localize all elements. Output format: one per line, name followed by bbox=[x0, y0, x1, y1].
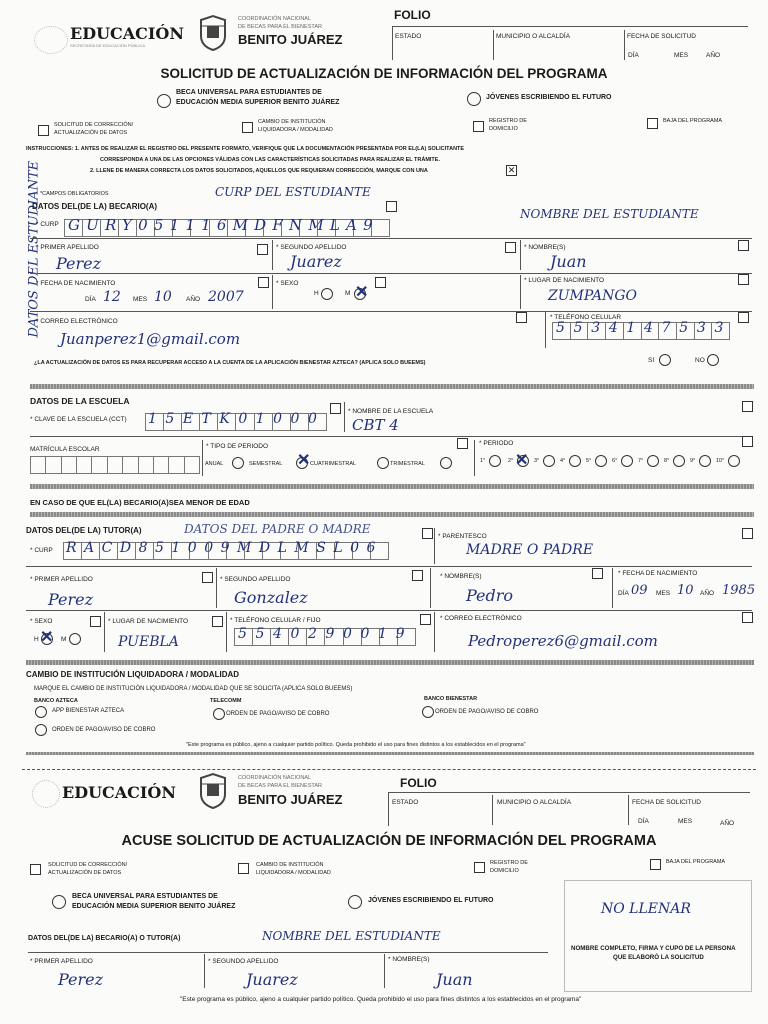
correccion-checkbox[interactable] bbox=[38, 125, 49, 136]
becario-section-title: DATOS DEL(DE LA) BECARIO(A) bbox=[32, 202, 158, 211]
tutor-primer-apellido-label: * PRIMER APELLIDO bbox=[30, 576, 93, 583]
acuse-cambio-line2: LIQUIDADORA / MODALIDAD bbox=[256, 870, 331, 876]
cambio-line2: LIQUIDADORA / MODALIDAD bbox=[258, 127, 333, 133]
page-title: SOLICITUD DE ACTUALIZACIÓN DE INFORMACIÓN DEL PROGRAMA bbox=[160, 66, 608, 81]
tutor-mes-label: MES bbox=[656, 590, 671, 597]
estado-label-acuse: ESTADO bbox=[392, 799, 419, 806]
acuse-correccion-checkbox[interactable] bbox=[30, 864, 41, 875]
escuela-section-title: DATOS DE LA ESCUELA bbox=[30, 396, 130, 406]
telefono-checkbox[interactable] bbox=[738, 312, 749, 323]
banco-azteca-label: BANCO AZTECA bbox=[34, 698, 78, 704]
cct-value[interactable]: 15ETK01000 bbox=[148, 411, 326, 427]
app-bienestar-label: APP BIENESTAR AZTECA bbox=[52, 708, 125, 714]
semestral-mark: ✕ bbox=[297, 452, 311, 469]
recuperar-acceso-question: ¿LA ACTUALIZACIÓN DE DATOS ES PARA RECUPERAR ACCESO A LA CUENTA DE LA APLICACIÓN BIENESTAR AZTECA? (APLICA SOLO BUEEMS) bbox=[34, 360, 426, 366]
tutor-primer-apellido-value[interactable]: Perez bbox=[48, 590, 94, 609]
cut-line bbox=[22, 769, 756, 770]
fecha-mes-label-acuse: MES bbox=[678, 818, 693, 825]
periodo-8: 8° bbox=[664, 458, 670, 464]
cambio-section-title: CAMBIO DE INSTITUCIÓN LIQUIDADORA / MODALIDAD bbox=[26, 670, 240, 679]
correo-checkbox[interactable] bbox=[516, 312, 527, 323]
segundo-apellido-checkbox[interactable] bbox=[505, 242, 516, 253]
tutor-sexo-m-label: M bbox=[61, 636, 67, 643]
acuse-correccion-line1: SOLICITUD DE CORRECCIÓN/ bbox=[48, 862, 128, 868]
sexo-h-radio[interactable] bbox=[321, 288, 333, 300]
matricula-label: MATRÍCULA ESCOLAR bbox=[30, 446, 100, 453]
registro-checkbox[interactable] bbox=[473, 121, 484, 132]
tutor-section-title: DATOS DEL(DE LA) TUTOR(A) bbox=[26, 526, 142, 535]
educacion-brand: EDUCACIÓN bbox=[70, 24, 184, 43]
becario-section-checkbox[interactable] bbox=[386, 201, 397, 212]
instructions-line3: 2. LLENE DE MANERA CORRECTA LOS DATOS SOLICITADOS, AQUELLOS QUE REQUIERAN CORRECCIÓN, MARQUE CON UNA bbox=[90, 168, 428, 174]
nombre-label: * NOMBRE(S) bbox=[524, 244, 566, 251]
tutor-correo-checkbox[interactable] bbox=[742, 612, 753, 623]
registro-line2: DOMICILIO bbox=[489, 126, 518, 132]
coordinacion-line2: DE BECAS PARA EL BIENESTAR bbox=[238, 24, 322, 30]
tutor-anio-label: AÑO bbox=[700, 590, 715, 597]
tutor-correo-label: * CORREO ELECTRÓNICO bbox=[440, 615, 522, 622]
lugar-value[interactable]: ZUMPANGO bbox=[548, 288, 638, 304]
menor-de-edad-title: EN CASO DE QUE EL(LA) BECARIO(A)SEA MENOR DE EDAD bbox=[30, 498, 250, 507]
sexo-m-label: M bbox=[345, 290, 351, 297]
no-llenar-annotation: NO LLENAR bbox=[601, 901, 691, 917]
tutor-telefono-checkbox[interactable] bbox=[420, 614, 431, 625]
acuse-beca-line1: BECA UNIVERSAL PARA ESTUDIANTES DE bbox=[72, 893, 218, 900]
educacion-brand-acuse: EDUCACIÓN bbox=[62, 783, 176, 802]
folio-label: FOLIO bbox=[394, 8, 431, 22]
instructions-line2: CORRESPONDA A UNA DE LAS OPCIONES VÁLIDAS CON LAS CARACTERÍSTICAS SOLICITADAS PARA REALIZAR EL TRÁMITE. bbox=[100, 157, 440, 163]
tutor-lugar-checkbox[interactable] bbox=[212, 616, 223, 627]
section-divider bbox=[26, 752, 754, 755]
baja-label: BAJA DEL PROGRAMA bbox=[663, 118, 723, 124]
sexo-label: * SEXO bbox=[276, 280, 299, 287]
app-bienestar-radio[interactable] bbox=[35, 706, 47, 718]
tutor-correo-value[interactable]: Pedroperez6@gmail.com bbox=[468, 632, 658, 650]
shield-icon bbox=[198, 14, 228, 52]
tipo-anual: ANUAL bbox=[205, 461, 224, 467]
escuela-nombre-checkbox[interactable] bbox=[742, 401, 753, 412]
periodo-checkbox[interactable] bbox=[742, 436, 753, 447]
section-divider bbox=[26, 660, 754, 665]
periodo-10: 10° bbox=[716, 458, 725, 464]
parentesco-value[interactable]: MADRE O PADRE bbox=[466, 542, 594, 558]
telefono-label: * TELÉFONO CELULAR bbox=[550, 314, 622, 321]
cuatrimestral-radio[interactable] bbox=[377, 457, 389, 469]
correccion-line2: ACTUALIZACIÓN DE DATOS bbox=[54, 130, 128, 136]
acuse-segundo-apellido-label: * SEGUNDO APELLIDO bbox=[208, 958, 279, 965]
fecha-solicitud-label-acuse: FECHA DE SOLICITUD bbox=[632, 799, 701, 806]
firma-label-1: NOMBRE COMPLETO, FIRMA Y CUPO DE LA PERSONA bbox=[571, 945, 736, 952]
registro-line1: REGISTRO DE bbox=[489, 118, 527, 124]
tutor-lugar-label: * LUGAR DE NACIMIENTO bbox=[108, 618, 189, 625]
tutor-nombre-value[interactable]: Pedro bbox=[466, 586, 514, 605]
firma-label-2: QUE ELABORÓ LA SOLICITUD bbox=[613, 954, 704, 961]
acuse-baja-checkbox[interactable] bbox=[650, 859, 661, 870]
coordinacion-line1: COORDINACIÓN NACIONAL bbox=[238, 16, 312, 22]
tipo-periodo-label: * TIPO DE PERIODO bbox=[206, 443, 269, 450]
folio-label-acuse: FOLIO bbox=[400, 776, 437, 790]
tutor-primer-apellido-checkbox[interactable] bbox=[202, 572, 213, 583]
tutor-sexo-checkbox[interactable] bbox=[90, 616, 101, 627]
acuse-legal-notice: "Este programa es público, ajeno a cualquier partido político. Queda prohibido el uso para fines distintos a los establecidos en el programa" bbox=[180, 996, 582, 1003]
primer-apellido-value[interactable]: Perez bbox=[56, 254, 102, 273]
sexo-h-label: H bbox=[314, 290, 319, 297]
periodo-4-radio[interactable] bbox=[569, 455, 581, 467]
azteca-orden-radio[interactable] bbox=[35, 724, 47, 736]
tutor-mes-value[interactable]: 10 bbox=[677, 583, 694, 598]
section-divider bbox=[30, 384, 754, 389]
tutor-telefono-label: * TELÉFONO CELULAR / FIJO bbox=[230, 617, 321, 624]
acuse-beca-line2: EDUCACIÓN MEDIA SUPERIOR BENITO JUÁREZ bbox=[72, 903, 236, 910]
acuse-segundo-apellido-value[interactable]: Juarez bbox=[246, 970, 298, 989]
nombre-checkbox[interactable] bbox=[738, 240, 749, 251]
tutor-nombre-label: * NOMBRE(S) bbox=[440, 573, 482, 580]
curp-value[interactable]: GURY051116MDFNMLA9 bbox=[68, 216, 379, 234]
tutor-curp-checkbox[interactable] bbox=[422, 528, 433, 539]
cct-label: * CLAVE DE LA ESCUELA (CCT) bbox=[30, 416, 127, 423]
tipo-cuatrimestral: CUATRIMESTRAL bbox=[310, 461, 357, 467]
primer-apellido-checkbox[interactable] bbox=[257, 244, 268, 255]
nombre-annotation: NOMBRE DEL ESTUDIANTE bbox=[520, 207, 699, 221]
sexo-m-mark: ✕ bbox=[355, 284, 369, 301]
cambio-instruction: MARQUE EL CAMBIO DE INSTITUCIÓN LIQUIDADORA / MODALIDAD QUE SE SOLICITA (APLICA SOLO BUEEMS) bbox=[34, 686, 353, 692]
cct-checkbox[interactable] bbox=[330, 403, 341, 414]
periodo-1-radio[interactable] bbox=[489, 455, 501, 467]
periodo-6: 6° bbox=[612, 458, 618, 464]
benito-juarez-brand-acuse: BENITO JUÁREZ bbox=[238, 792, 343, 807]
periodo-3-radio[interactable] bbox=[543, 455, 555, 467]
lugar-checkbox[interactable] bbox=[738, 274, 749, 285]
sep-logo bbox=[34, 26, 68, 54]
tutor-segundo-apellido-value[interactable]: Gonzalez bbox=[234, 588, 308, 607]
tutor-sexo-h-mark: ✕ bbox=[40, 629, 54, 646]
acuse-jovenes-radio[interactable] bbox=[348, 895, 362, 909]
cambio-line1: CAMBIO DE INSTITUCIÓN bbox=[258, 119, 326, 125]
fecha-nacimiento-label: * FECHA DE NACIMIENTO bbox=[36, 280, 116, 287]
coordinacion-line1-acuse: COORDINACIÓN NACIONAL bbox=[238, 775, 312, 781]
estado-label: ESTADO bbox=[395, 33, 422, 40]
jovenes-label: JÓVENES ESCRIBIENDO EL FUTURO bbox=[486, 94, 612, 101]
fecha-dia-label: DÍA bbox=[628, 52, 639, 59]
periodo-9: 9° bbox=[690, 458, 696, 464]
anio-value[interactable]: 2007 bbox=[208, 289, 244, 305]
parentesco-label: * PARENTESCO bbox=[438, 533, 487, 540]
si-label: SI bbox=[648, 357, 655, 364]
benito-juarez-brand: BENITO JUÁREZ bbox=[238, 32, 343, 47]
cambio-checkbox[interactable] bbox=[242, 122, 253, 133]
tutor-telefono-value[interactable]: 5540290019 bbox=[238, 626, 414, 642]
anual-radio[interactable] bbox=[232, 457, 244, 469]
sexo-checkbox[interactable] bbox=[375, 277, 386, 288]
tutor-sexo-m-radio[interactable] bbox=[69, 633, 81, 645]
primer-apellido-label: * PRIMER APELLIDO bbox=[36, 244, 99, 251]
segundo-apellido-label: * SEGUNDO APELLIDO bbox=[276, 244, 347, 251]
coordinacion-line2-acuse: DE BECAS PARA EL BIENESTAR bbox=[238, 783, 322, 789]
tutor-curp-value[interactable]: RACD851009MDLMSL06 bbox=[66, 540, 383, 556]
telecomm-label: TELECOMM bbox=[210, 698, 242, 704]
tipo-periodo-checkbox[interactable] bbox=[457, 438, 468, 449]
trimestral-radio[interactable] bbox=[440, 457, 452, 469]
periodo-options bbox=[480, 452, 750, 469]
jovenes-radio[interactable] bbox=[467, 92, 481, 106]
coordinacion-logo-acuse bbox=[198, 772, 228, 810]
bienestar-orden-radio[interactable] bbox=[422, 706, 434, 718]
acuse-cambio-checkbox[interactable] bbox=[238, 863, 249, 874]
acuse-primer-apellido-label: * PRIMER APELLIDO bbox=[30, 958, 93, 965]
instructions-line1: INSTRUCCIONES: 1. ANTES DE REALIZAR EL REGISTRO DEL PRESENTE FORMATO, VERIFIQUE QUE LA DOCUMENTACIÓN PRESENTADA POR EL(LA) SOLICITANTE bbox=[26, 146, 465, 152]
fecha-mes-label: MES bbox=[674, 52, 689, 59]
acuse-nombre-value[interactable]: Juan bbox=[436, 970, 473, 989]
municipio-label: MUNICIPIO O ALCALDÍA bbox=[496, 33, 571, 40]
tutor-dia-label: DÍA bbox=[618, 590, 629, 597]
azteca-orden-label: ORDEN DE PAGO/AVISO DE COBRO bbox=[52, 727, 156, 733]
periodo-7: 7° bbox=[638, 458, 644, 464]
fecha-dia-label-acuse: DÍA bbox=[638, 818, 649, 825]
periodo-4: 4° bbox=[560, 458, 566, 464]
acuse-cambio-line1: CAMBIO DE INSTITUCIÓN bbox=[256, 862, 324, 868]
periodo-2-mark: ✕ bbox=[515, 452, 529, 469]
escuela-nombre-label: * NOMBRE DE LA ESCUELA bbox=[348, 408, 434, 415]
tipo-trimestral: TRIMESTRAL bbox=[390, 461, 425, 467]
telecomm-orden-label: ORDEN DE PAGO/AVISO DE COBRO bbox=[226, 711, 330, 717]
periodo-1: 1° bbox=[480, 458, 486, 464]
mes-label: MES bbox=[133, 296, 148, 303]
tutor-lugar-value[interactable]: PUEBLA bbox=[118, 634, 179, 650]
parentesco-checkbox[interactable] bbox=[742, 528, 753, 539]
fecha-solicitud-label: FECHA DE SOLICITUD bbox=[627, 33, 696, 40]
periodo-7-radio[interactable] bbox=[647, 455, 659, 467]
acuse-datos-title: DATOS DEL(DE LA) BECARIO(A) O TUTOR(A) bbox=[28, 935, 181, 942]
periodo-8-radio[interactable] bbox=[673, 455, 685, 467]
acuse-correccion-line2: ACTUALIZACIÓN DE DATOS bbox=[48, 870, 122, 876]
no-radio[interactable] bbox=[707, 354, 719, 366]
municipio-label-acuse: MUNICIPIO O ALCALDÍA bbox=[497, 799, 572, 806]
tutor-dia-value[interactable]: 09 bbox=[631, 583, 648, 598]
periodo-label: * PERIODO bbox=[479, 440, 514, 447]
anio-label: AÑO bbox=[186, 296, 201, 303]
baja-checkbox[interactable] bbox=[647, 118, 658, 129]
tutor-sexo-h-label: H bbox=[34, 636, 39, 643]
correo-value[interactable]: Juanperez1@gmail.com bbox=[60, 330, 241, 348]
correccion-line1: SOLICITUD DE CORRECCIÓN/ bbox=[54, 122, 134, 128]
no-label: NO bbox=[695, 357, 705, 364]
acuse-nombre-annotation: NOMBRE DEL ESTUDIANTE bbox=[262, 929, 441, 943]
legal-notice: "Este programa es público, ajeno a cualquier partido político. Queda prohibido el uso para fines distintos a los establecidos en el programa" bbox=[186, 742, 526, 748]
fecha-checkbox[interactable] bbox=[258, 277, 269, 288]
periodo-3: 3° bbox=[534, 458, 540, 464]
banco-bienestar-label: BANCO BIENESTAR bbox=[424, 696, 478, 702]
tutor-curp-label: * CURP bbox=[30, 547, 53, 554]
periodo-9-radio[interactable] bbox=[699, 455, 711, 467]
fecha-anio-label: AÑO bbox=[706, 52, 721, 59]
beca-universal-radio[interactable] bbox=[157, 94, 171, 108]
curp-label: * CURP bbox=[36, 221, 59, 228]
acuse-title: ACUSE SOLICITUD DE ACTUALIZACIÓN DE INFORMACIÓN DEL PROGRAMA bbox=[121, 833, 657, 849]
tutor-sexo-label: * SEXO bbox=[30, 618, 53, 625]
sep-subtitle: SECRETARÍA DE EDUCACIÓN PÚBLICA bbox=[70, 43, 146, 48]
beca-universal-line2: EDUCACIÓN MEDIA SUPERIOR BENITO JUÁREZ bbox=[176, 99, 340, 106]
periodo-5: 5° bbox=[586, 458, 592, 464]
periodo-2: 2° bbox=[508, 458, 514, 464]
side-annotation: DATOS DEL ESTUDIANTE bbox=[26, 160, 42, 338]
matricula-cells[interactable] bbox=[30, 456, 200, 474]
tutor-annotation: DATOS DEL PADRE O MADRE bbox=[184, 522, 371, 536]
telecomm-orden-radio[interactable] bbox=[213, 708, 225, 720]
periodo-10-radio[interactable] bbox=[728, 455, 740, 467]
acuse-baja-label: BAJA DEL PROGRAMA bbox=[666, 859, 726, 865]
mes-value[interactable]: 10 bbox=[154, 289, 172, 305]
tutor-fecha-label: * FECHA DE NACIMIENTO bbox=[618, 570, 698, 577]
dia-value[interactable]: 12 bbox=[103, 289, 121, 305]
tutor-segundo-apellido-checkbox[interactable] bbox=[412, 570, 423, 581]
firma-box bbox=[564, 880, 752, 992]
campos-obligatorios: *CAMPOS OBLIGATORIOS bbox=[40, 191, 109, 197]
instructions-x-box: ✕ bbox=[507, 165, 516, 175]
telefono-value[interactable]: 5534147533 bbox=[556, 320, 733, 336]
acuse-beca-radio[interactable] bbox=[52, 895, 66, 909]
section-divider bbox=[30, 512, 754, 517]
tutor-nombre-checkbox[interactable] bbox=[592, 568, 603, 579]
si-radio[interactable] bbox=[659, 354, 671, 366]
section-divider bbox=[30, 484, 754, 489]
coordinacion-logo bbox=[198, 14, 228, 52]
periodo-6-radio[interactable] bbox=[621, 455, 633, 467]
tutor-segundo-apellido-label: * SEGUNDO APELLIDO bbox=[220, 576, 291, 583]
lugar-label: * LUGAR DE NACIMIENTO bbox=[524, 277, 605, 284]
acuse-nombre-label: * NOMBRE(S) bbox=[388, 956, 430, 963]
curp-annotation: CURP DEL ESTUDIANTE bbox=[215, 185, 371, 199]
bienestar-orden-label: ORDEN DE PAGO/AVISO DE COBRO bbox=[435, 709, 539, 715]
escuela-nombre-value[interactable]: CBT 4 bbox=[352, 416, 399, 434]
shield-icon bbox=[198, 772, 228, 810]
sep-logo-acuse bbox=[32, 780, 60, 808]
correo-label: * CORREO ELECTRÓNICO bbox=[36, 318, 118, 325]
tipo-semestral: SEMESTRAL bbox=[249, 461, 283, 467]
beca-universal-line1: BECA UNIVERSAL PARA ESTUDIANTES DE bbox=[176, 89, 322, 96]
acuse-primer-apellido-value[interactable]: Perez bbox=[58, 970, 104, 989]
fecha-anio-label-acuse: AÑO bbox=[720, 820, 735, 827]
segundo-apellido-value[interactable]: Juarez bbox=[290, 252, 342, 271]
dia-label: DÍA bbox=[85, 296, 96, 303]
periodo-5-radio[interactable] bbox=[595, 455, 607, 467]
acuse-registro-line2: DOMICILIO bbox=[490, 868, 519, 874]
tutor-anio-value[interactable]: 1985 bbox=[722, 583, 756, 598]
nombre-value[interactable]: Juan bbox=[550, 252, 587, 271]
acuse-jovenes-label: JÓVENES ESCRIBIENDO EL FUTURO bbox=[368, 897, 494, 904]
acuse-registro-line1: REGISTRO DE bbox=[490, 860, 528, 866]
acuse-registro-checkbox[interactable] bbox=[474, 862, 485, 873]
